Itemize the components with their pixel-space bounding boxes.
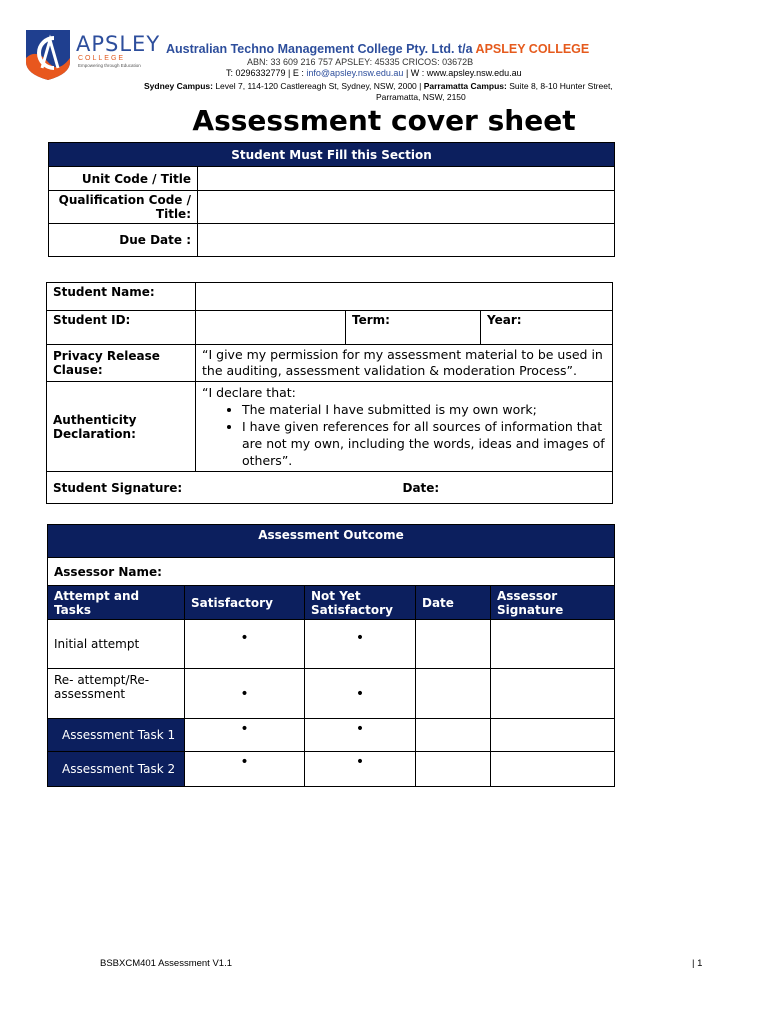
abn-line: ABN: 33 609 216 757 APSLEY: 45335 CRICOS: 03672B <box>247 57 474 67</box>
col-not-yet-satisfactory: Not Yet Satisfactory <box>305 586 416 620</box>
satisfactory-checkbox[interactable]: • <box>185 719 305 752</box>
not-satisfactory-checkbox[interactable]: • <box>305 669 416 719</box>
footer-page-number: | 1 <box>692 958 703 969</box>
company-name <box>166 42 589 56</box>
student-section-table <box>48 142 615 257</box>
row-initial-attempt: Initial attempt <box>48 620 185 669</box>
logo-tagline: Empowering through Education <box>78 63 141 68</box>
student-details-table <box>46 282 613 504</box>
not-satisfactory-checkbox[interactable]: • <box>305 719 416 752</box>
logo-wordmark: APSLEY <box>76 32 161 56</box>
signature-cell[interactable] <box>491 752 615 787</box>
col-satisfactory: Satisfactory <box>185 586 305 620</box>
company-line: Australian Techno Management College Pty. Ltd. t/a <box>166 42 473 56</box>
signature-cell[interactable] <box>491 719 615 752</box>
signature-cell[interactable] <box>491 620 615 669</box>
qualification-field[interactable] <box>198 191 615 224</box>
row-assessment-task-2: Assessment Task 2 <box>48 752 185 787</box>
satisfactory-checkbox[interactable]: • <box>185 620 305 669</box>
signature-date-label: Date: <box>402 480 440 495</box>
unit-code-field[interactable] <box>198 167 615 191</box>
privacy-label: Privacy Release Clause: <box>47 345 196 382</box>
unit-code-label: Unit Code / Title <box>49 167 198 191</box>
parramatta-label: Parramatta Campus: <box>423 81 507 91</box>
row-reattempt: Re- attempt/Re-assessment <box>48 669 185 719</box>
date-cell[interactable] <box>416 719 491 752</box>
declaration-item: • I have given references for all sources of information that are not my own, including the words, ideas and images of others”. <box>242 418 606 469</box>
page-title: Assessment cover sheet <box>192 104 576 137</box>
sydney-label: Sydney Campus: <box>144 81 213 91</box>
signature-cell[interactable] <box>491 669 615 719</box>
due-date-field[interactable] <box>198 224 615 257</box>
signature-label: Student Signature: <box>53 480 183 495</box>
year-label: Year: <box>481 311 613 345</box>
contact-line <box>226 68 522 78</box>
assessor-name-label: Assessor Name: <box>48 558 615 586</box>
declaration-list <box>202 401 606 469</box>
logo-subtitle: COLLEGE <box>78 55 126 62</box>
contact-suffix: | W : www.apsley.nsw.edu.au <box>403 68 522 78</box>
contact-prefix: T: 0296332779 | E : <box>226 68 307 78</box>
authenticity-label: Authenticity Declaration: <box>47 382 196 472</box>
col-assessor-signature: Assessor Signature <box>491 586 615 620</box>
term-label: Term: <box>346 311 481 345</box>
date-cell[interactable] <box>416 620 491 669</box>
date-cell[interactable] <box>416 752 491 787</box>
date-cell[interactable] <box>416 669 491 719</box>
authenticity-text <box>196 382 613 472</box>
signature-row <box>47 472 613 504</box>
due-date-label: Due Date : <box>49 224 198 257</box>
privacy-text: “I give my permission for my assessment material to be used in the auditing, assessment validation & moderation Process”. <box>196 345 613 382</box>
not-satisfactory-checkbox[interactable]: • <box>305 752 416 787</box>
outcome-heading: Assessment Outcome <box>48 525 615 558</box>
row-assessment-task-1: Assessment Task 1 <box>48 719 185 752</box>
qualification-label: Qualification Code / Title: <box>49 191 198 224</box>
satisfactory-checkbox[interactable]: • <box>185 669 305 719</box>
declaration-item: • The material I have submitted is my own work; <box>242 401 606 418</box>
satisfactory-checkbox[interactable]: • <box>185 752 305 787</box>
assessment-outcome-table <box>47 524 615 787</box>
parramatta-address: Suite 8, 8-10 Hunter Street, <box>506 81 613 91</box>
col-date: Date <box>416 586 491 620</box>
sydney-address: Level 7, 114-120 Castlereagh St, Sydney, NSW, 2000 | <box>212 81 424 91</box>
footer-doc-code: BSBXCM401 Assessment V1.1 <box>100 958 233 969</box>
authenticity-intro: “I declare that: <box>202 385 296 400</box>
parramatta-address-2: Parramatta, NSW, 2150 <box>376 92 466 102</box>
not-satisfactory-checkbox[interactable]: • <box>305 620 416 669</box>
apsley-logo-icon <box>24 28 72 82</box>
company-accent: APSLEY COLLEGE <box>475 42 590 56</box>
student-id-label: Student ID: <box>47 311 196 345</box>
col-attempt: Attempt and Tasks <box>48 586 185 620</box>
student-name-field[interactable] <box>196 283 613 311</box>
student-id-field[interactable] <box>196 311 346 345</box>
student-name-label: Student Name: <box>47 283 196 311</box>
section1-heading: Student Must Fill this Section <box>49 143 615 167</box>
campus-line <box>144 81 613 91</box>
email-link[interactable]: info@apsley.nsw.edu.au <box>306 68 404 78</box>
